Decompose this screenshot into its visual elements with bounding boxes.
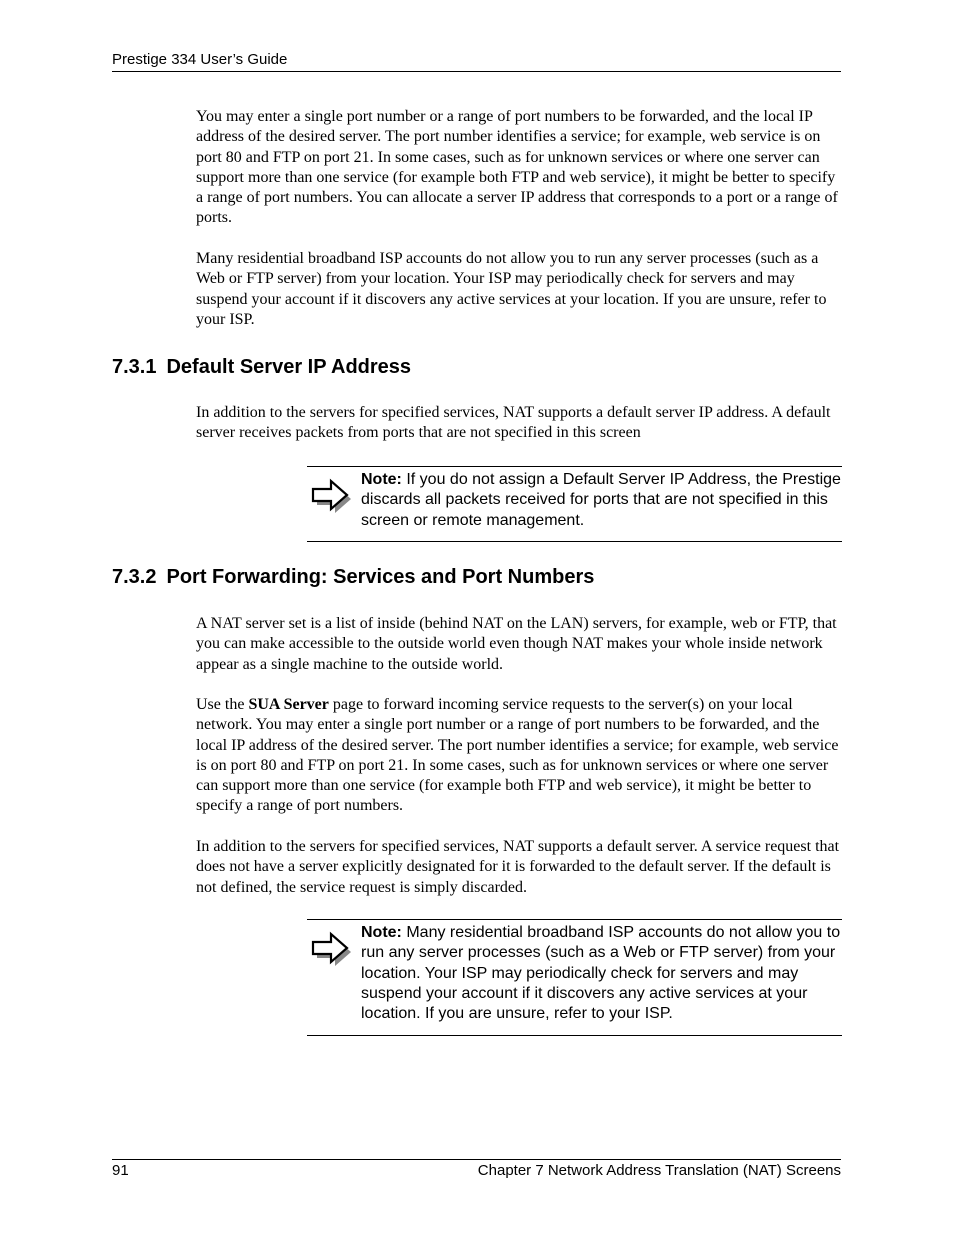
chapter-title: Chapter 7 Network Address Translation (NAT) Screens [477,1162,841,1179]
note-box-isp [307,919,842,1036]
intro-paragraph-1: You may enter a single port number or a range of port numbers to be forwarded, and the local IP address of the desired server. The port number identifies a service; for example, web service is on port 80 and FTP on port 21. In some cases, such as for unknown services or where one server can support more than one service (for example both FTP and web service), it might be better to specify a range of port numbers. You can allocate a server IP address that corresponds to a port or a range of ports. [196,108,838,227]
default-server-paragraph: In addition to the servers for specified services, NAT supports a default server IP address. A default server receives packets from ports that are not specified in this screen [196,404,831,442]
port-forwarding-paragraph-2 [196,695,841,817]
port-forwarding-paragraph-1: A NAT server set is a list of inside (behind NAT on the LAN) servers, for example, web or FTP, that you can make accessible to the outside world even though NAT makes your whole inside network appear as a single machine to the outside world. [196,615,837,673]
note-label: Note: [361,471,402,488]
guide-title: Prestige 334 User’s Guide [112,51,288,68]
running-footer [112,1159,841,1179]
text-span: Use the [196,696,249,713]
port-forwarding-paragraph-3: In addition to the servers for specified services, NAT supports a default server. A service request that does not have a server explicitly designated for it is forwarded to the default server. If the default is not defined, the service request is simply discarded. [196,838,840,896]
section-number: 7.3.2 [112,566,157,588]
running-header [112,51,841,72]
note-arrow-icon [309,930,353,970]
intro-paragraph-2: Many residential broadband ISP accounts do not allow you to run any server processes (such as a Web or FTP server) from your location. Your ISP may periodically check for servers and may suspend your account if it discovers any active services at your location. If you are unsure, refer to your ISP. [196,250,827,328]
section-number: 7.3.1 [112,356,157,378]
text-span: page to forward incoming service requests to the server(s) on your local network. You may enter a single port number or a range of port numbers to be forwarded, and the local IP address of the desired server. The port number identifies a service; for example, web service is on port 80 and FTP on port 21. In some cases, such as for unknown services or where one server can support more than one service (for example both FTP and web service), it might be better to specify a range of port numbers. [196,696,839,815]
sua-server-term: SUA Server [248,696,329,713]
note-text [361,470,841,531]
note-body: If you do not assign a Default Server IP Address, the Prestige discards all packets received for ports that are not specified in this screen or remote management. [361,471,841,529]
note-box-default-server [307,466,842,542]
note-arrow-icon [309,477,353,517]
page-number: 91 [112,1162,129,1179]
section-title: Port Forwarding: Services and Port Numbers [166,566,595,588]
section-title: Default Server IP Address [166,356,412,378]
section-heading-port-forwarding [112,566,594,589]
note-body: Many residential broadband ISP accounts do not allow you to run any server processes (such as a Web or FTP server) from your location. Your ISP may periodically check for servers and may suspend your account if it discovers any active services at your location. If you are unsure, refer to your ISP. [361,924,841,1023]
note-label: Note: [361,924,402,941]
note-text [361,923,841,1024]
section-heading-default-server [112,356,411,379]
